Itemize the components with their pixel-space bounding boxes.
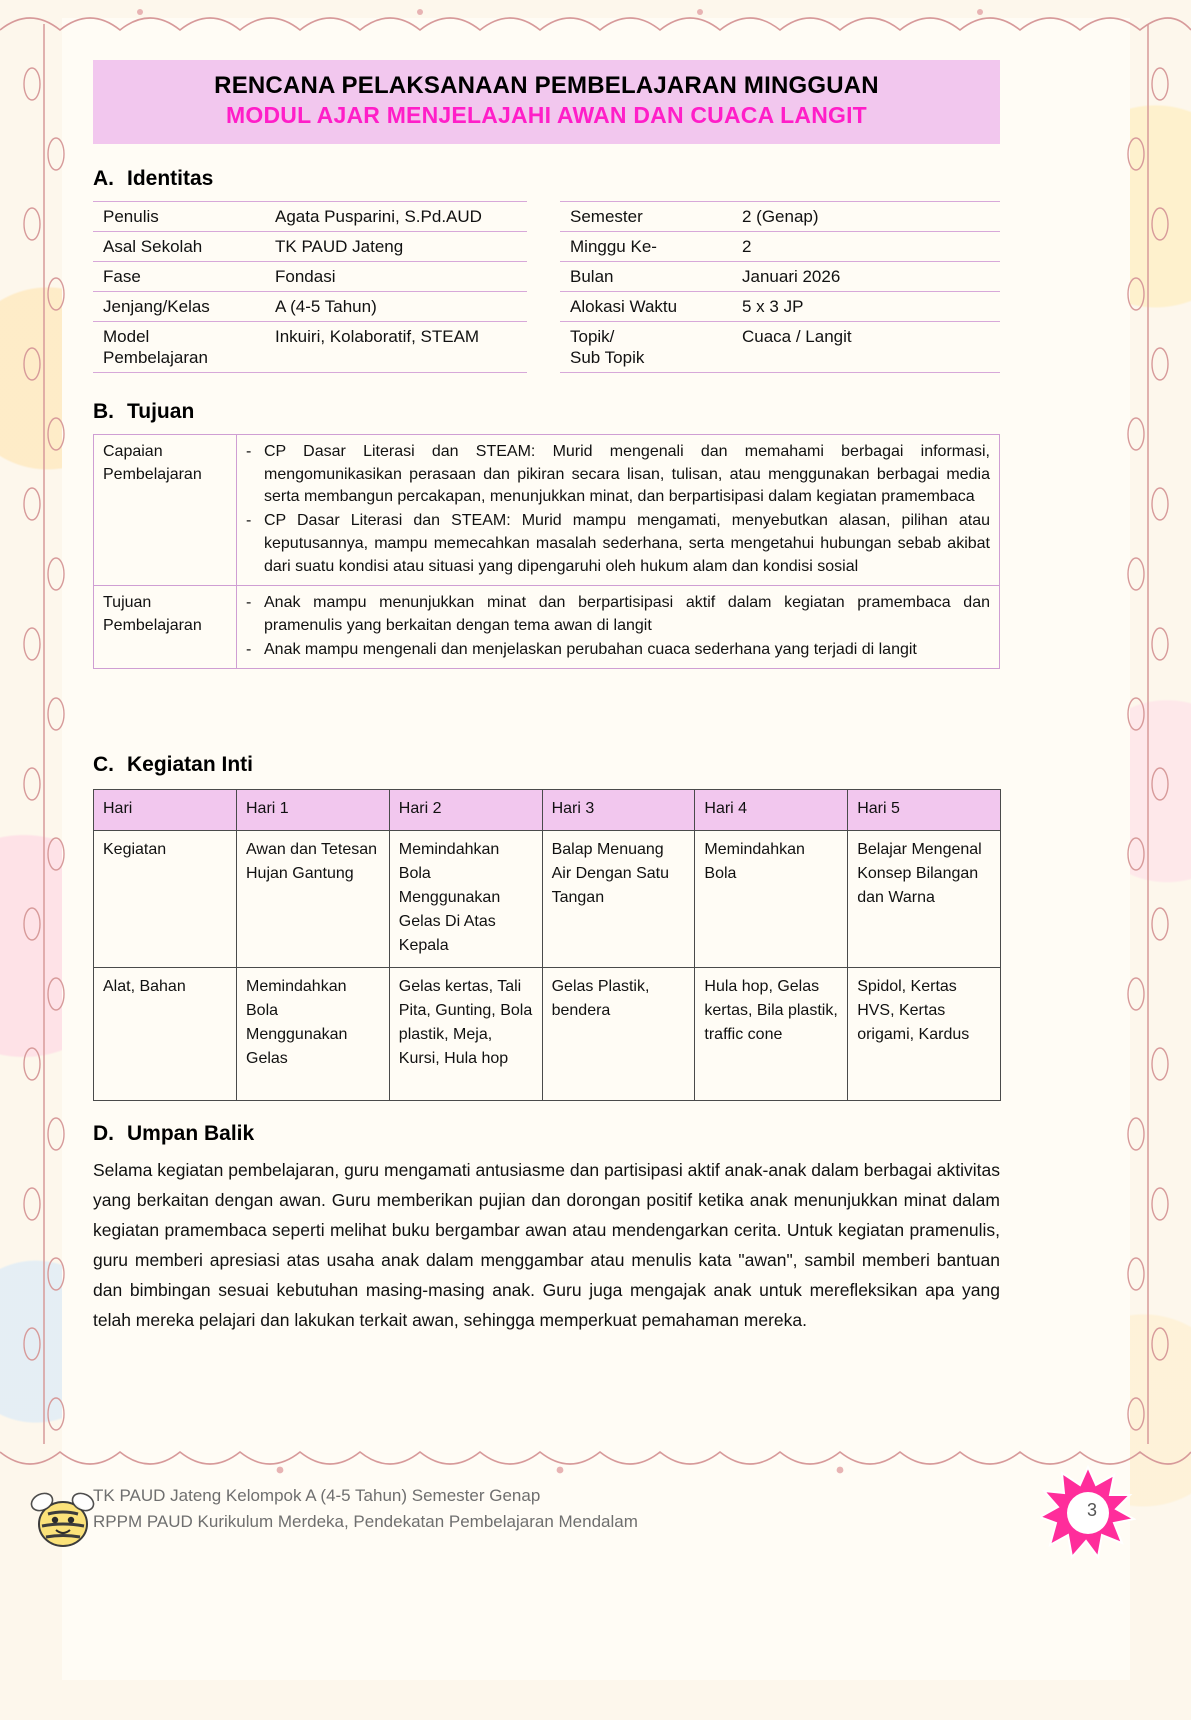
identitas-key-fase: Fase <box>93 262 263 292</box>
tujuan-content-capaian-pembelajaran <box>237 435 1000 586</box>
kegiatan-header-hari-4: Hari 4 <box>695 790 848 831</box>
identitas-key-bulan: Bulan <box>560 262 730 292</box>
tujuan-pembelajaran-item-2: Anak mampu mengenali dan menjelaskan perubahan cuaca sederhana yang terjadi di langit <box>264 640 917 658</box>
section-heading-identitas <box>93 167 213 191</box>
kegiatan-cell-hari-5: Belajar Mengenal Konsep Bilangan dan Warna <box>848 831 1001 968</box>
table-row <box>94 831 1001 968</box>
identitas-value-minggu-ke: 2 <box>730 232 1000 262</box>
bee-decoration-icon <box>28 1480 98 1552</box>
identitas-value-topik: Cuaca / Langit <box>730 322 1000 373</box>
decorative-vine-top-border <box>0 0 1191 42</box>
section-title-identitas: Identitas <box>127 167 214 190</box>
table-row <box>560 262 1000 292</box>
umpan-balik-body-text: Selama kegiatan pembelajaran, guru mengamati antusiasme dan partisipasi aktif anak-anak dalam berbagai aktivitas yang berkaitan dengan awan. Guru memberikan pujian dan dorongan positif ketika anak menunjukkan minat dalam kegiatan pramembaca seperti melihat buku bergambar awan atau mendengarkan cerita. Untuk kegiatan pramenulis, guru memberi apresiasi atas usaha anak dalam menggambar atau menulis kata "awan", sambil memberi bantuan dan bimbingan sesuai kebutuhan masing-masing anak. Guru juga mengajak anak untuk merefleksikan apa yang telah mereka pelajari dan lakukan terkait awan, sehingga memperkuat pemahaman mereka. <box>93 1160 1000 1331</box>
identitas-value-alokasi-waktu: 5 x 3 JP <box>730 292 1000 322</box>
table-row <box>560 202 1000 232</box>
tujuan-capaian-item-2: CP Dasar Literasi dan STEAM: Murid mampu mengamati, menyebutkan alasan, pilihan atau keputusannya, mampu memecahkan masalah sederhana, serta mengetahui hubungan sebab akibat dari suatu kondisi atau situasi yang dipengaruhi oleh hukum alam dan kondisi sosial <box>264 512 990 575</box>
table-row <box>93 292 527 322</box>
identitas-key-asal-sekolah: Asal Sekolah <box>93 232 263 262</box>
table-row <box>94 968 1001 1101</box>
decorative-vine-left-border <box>22 24 66 1444</box>
tujuan-label-tujuan-line-2: Pembelajaran <box>103 617 202 635</box>
identitas-key-minggu-ke: Minggu Ke- <box>560 232 730 262</box>
tujuan-label-tujuan-pembelajaran <box>94 586 237 669</box>
alat-bahan-cell-hari-3: Gelas Plastik, bendera <box>542 968 695 1101</box>
identitas-key-model-pembelajaran <box>93 322 263 373</box>
footer-line-1: TK PAUD Jateng Kelompok A (4-5 Tahun) Semester Genap <box>93 1486 541 1505</box>
kegiatan-cell-hari-2: Memindahkan Bola Menggunakan Gelas Di Atas Kepala <box>389 831 542 968</box>
section-letter-b: B. <box>93 400 114 423</box>
footer-line-2: RPPM PAUD Kurikulum Merdeka, Pendekatan Pembelajaran Mendalam <box>93 1512 638 1532</box>
section-heading-kegiatan-inti <box>93 753 253 777</box>
kegiatan-header-hari: Hari <box>94 790 237 831</box>
identitas-key-penulis: Penulis <box>93 202 263 232</box>
decorative-vine-right-border <box>1126 24 1170 1444</box>
identitas-value-jenjang-kelas: A (4-5 Tahun) <box>263 292 527 322</box>
tujuan-label-capaian-line-2: Pembelajaran <box>103 465 202 483</box>
page-number: 3 <box>1086 1500 1097 1520</box>
alat-bahan-cell-hari-2: Gelas kertas, Tali Pita, Gunting, Bola plastik, Meja, Kursi, Hula hop <box>389 968 542 1101</box>
tujuan-capaian-item-1: CP Dasar Literasi dan STEAM: Murid mengenali dan memahami berbagai informasi, mengomunikasikan perasaan dan pikiran secara lisan, tulisan, atau menggunakan berbagai media serta membangun percakapan, menunjukkan minat, dan berpartisipasi dalam kegiatan pramembaca <box>264 443 990 506</box>
table-row <box>94 435 1000 586</box>
identitas-key-model-line-1: Model <box>103 327 150 347</box>
section-title-umpan-balik: Umpan Balik <box>127 1122 255 1145</box>
identitas-value-fase: Fondasi <box>263 262 527 292</box>
section-heading-umpan-balik <box>93 1122 254 1146</box>
identitas-key-jenjang-kelas: Jenjang/Kelas <box>93 292 263 322</box>
tujuan-label-capaian-line-1: Capaian <box>103 443 163 460</box>
identitas-value-semester: 2 (Genap) <box>730 202 1000 232</box>
table-row <box>93 262 527 292</box>
section-heading-tujuan <box>93 400 194 424</box>
kegiatan-header-hari-5: Hari 5 <box>848 790 1001 831</box>
table-row <box>560 292 1000 322</box>
list-item <box>246 441 990 509</box>
bullet-dash-icon: - <box>246 443 252 460</box>
bullet-dash-icon: - <box>246 512 252 530</box>
identitas-table-left <box>93 201 527 373</box>
identitas-key-topik-line-2: Sub Topik <box>570 348 645 368</box>
alat-bahan-cell-hari-4: Hula hop, Gelas kertas, Bila plastik, traffic cone <box>695 968 848 1101</box>
identitas-value-bulan: Januari 2026 <box>730 262 1000 292</box>
kegiatan-header-hari-2: Hari 2 <box>389 790 542 831</box>
kegiatan-cell-hari-3: Balap Menuang Air Dengan Satu Tangan <box>542 831 695 968</box>
section-title-kegiatan-inti: Kegiatan Inti <box>127 753 254 776</box>
kegiatan-row-label-alat-bahan: Alat, Bahan <box>94 968 237 1101</box>
section-letter-c: C. <box>93 753 114 776</box>
identitas-value-penulis: Agata Pusparini, S.Pd.AUD <box>263 202 527 232</box>
identitas-value-model-pembelajaran: Inkuiri, Kolaboratif, STEAM <box>263 322 527 373</box>
list-item <box>246 639 990 662</box>
table-header-row <box>94 790 1001 831</box>
bullet-dash-icon: - <box>246 640 252 658</box>
document-title-line-1: RENCANA PELAKSANAAN PEMBELAJARAN MINGGUAN <box>214 72 879 99</box>
tujuan-label-capaian-pembelajaran <box>94 435 237 586</box>
list-item <box>246 592 990 637</box>
kegiatan-cell-hari-1: Awan dan Tetesan Hujan Gantung <box>237 831 390 968</box>
table-row <box>94 586 1000 669</box>
alat-bahan-cell-hari-1: Memindahkan Bola Menggunakan Gelas <box>237 968 390 1101</box>
bullet-dash-icon: - <box>246 594 252 612</box>
tujuan-label-tujuan-line-1: Tujuan <box>103 594 152 612</box>
document-title-banner <box>93 60 1000 144</box>
list-item <box>246 510 990 578</box>
kegiatan-cell-hari-4: Memindahkan Bola <box>695 831 848 968</box>
table-row <box>93 322 527 373</box>
tujuan-content-tujuan-pembelajaran <box>237 586 1000 669</box>
table-row <box>93 202 527 232</box>
table-row <box>560 322 1000 373</box>
identitas-key-alokasi-waktu: Alokasi Waktu <box>560 292 730 322</box>
document-title-line-2: MODUL AJAR MENJELAJAHI AWAN DAN CUACA LANGIT <box>226 102 867 129</box>
section-letter-d: D. <box>93 1122 114 1145</box>
kegiatan-header-hari-3: Hari 3 <box>542 790 695 831</box>
section-title-tujuan: Tujuan <box>127 400 195 423</box>
table-row <box>560 232 1000 262</box>
tujuan-table <box>93 434 1000 669</box>
table-row <box>93 232 527 262</box>
kegiatan-header-hari-1: Hari 1 <box>237 790 390 831</box>
kegiatan-inti-table <box>93 789 1001 1101</box>
decorative-vine-bottom-border <box>0 1432 1191 1482</box>
section-letter-a: A. <box>93 167 114 190</box>
alat-bahan-cell-hari-5: Spidol, Kertas HVS, Kertas origami, Kardus <box>848 968 1001 1101</box>
identitas-value-asal-sekolah: TK PAUD Jateng <box>263 232 527 262</box>
identitas-key-topik-line-1: Topik/ <box>570 327 615 347</box>
identitas-table-right <box>560 201 1000 373</box>
identitas-key-topik <box>560 322 730 373</box>
page-footer <box>93 1483 1093 1536</box>
identitas-key-model-line-2: Pembelajaran <box>103 348 208 368</box>
kegiatan-row-label-kegiatan: Kegiatan <box>94 831 237 968</box>
identitas-key-semester: Semester <box>560 202 730 232</box>
tujuan-pembelajaran-item-1: Anak mampu menunjukkan minat dan berpartisipasi aktif dalam kegiatan pramembaca dan pramenulis yang berkaitan dengan tema awan di langit <box>264 594 990 635</box>
